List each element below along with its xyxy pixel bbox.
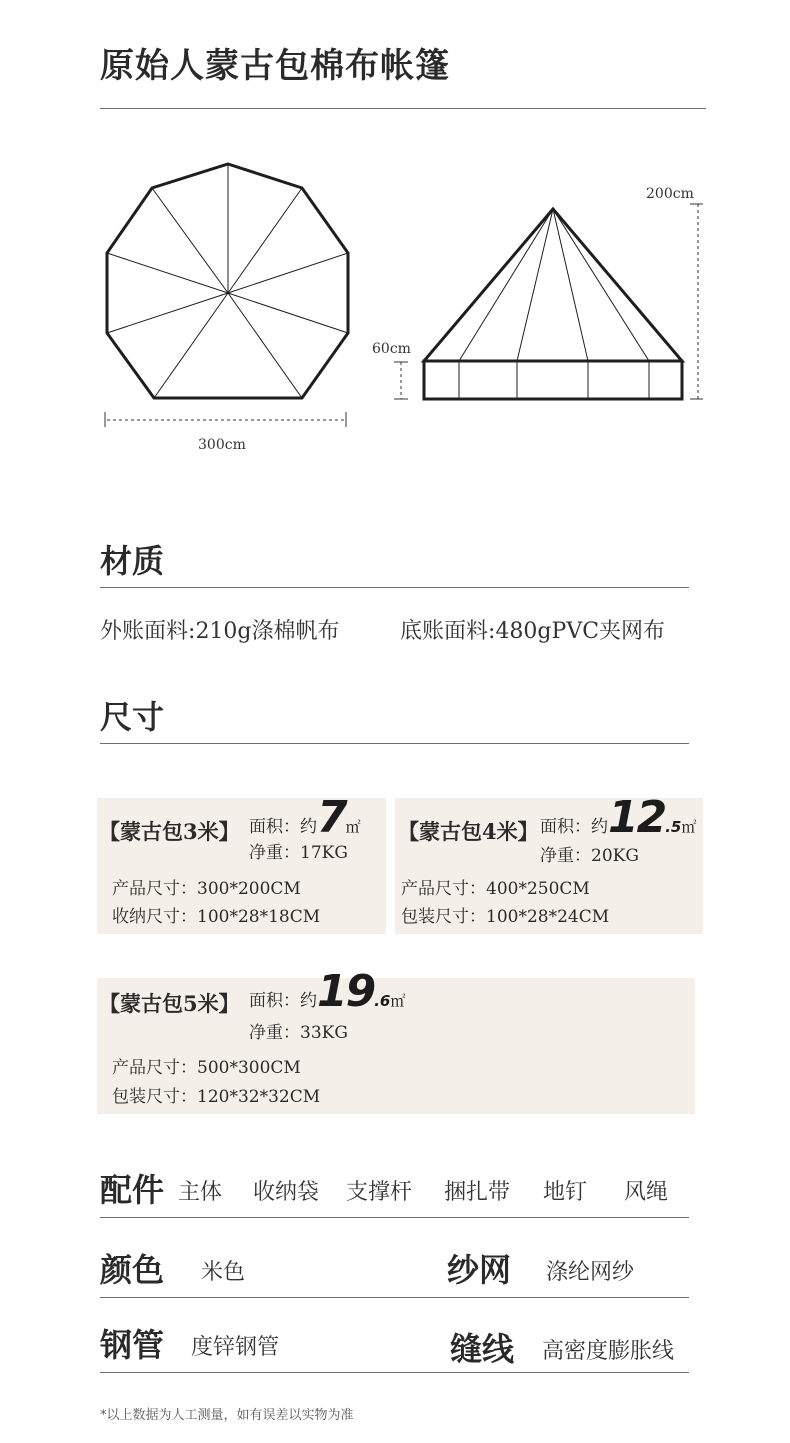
thread-value: 高密度膨胀线 [542,1339,675,1364]
accessories-heading: 配件 [100,1171,165,1209]
accessory-item: 捆扎带 [444,1180,511,1205]
mesh-heading: 纱网 [447,1251,512,1289]
material-heading: 材质 [100,542,165,580]
accessories-divider [100,1217,689,1218]
color-value: 米色 [201,1260,246,1285]
area-unit: ㎡ [345,818,361,836]
area-prefix: 面积：约 [249,817,317,837]
card-weight: 净重：33KG [249,1023,348,1043]
floor-fabric: 底账面料:480gPVC夹网布 [400,619,666,644]
spec-card-5m [97,966,695,1114]
outer-fabric-label: 外账面料 [100,619,189,644]
size-heading: 尺寸 [100,698,165,736]
title-divider [100,108,706,109]
mesh-value: 涤纶网纱 [546,1260,635,1285]
material-divider [100,587,689,588]
floor-fabric-label: 底账面料 [400,619,489,644]
outer-fabric: 外账面料:210g涤棉帆布 [100,619,340,644]
card-product-size: 产品尺寸：400*250CM [401,879,590,899]
card-weight: 净重：20KG [540,846,639,866]
disclaimer-note: *以上数据为人工测量，如有误差以实物为准 [100,1408,354,1423]
pipe-divider [100,1372,689,1373]
size-divider [100,743,689,744]
tent-side-seams [459,209,649,399]
accessory-item: 收纳袋 [253,1180,320,1205]
card-area [249,966,405,1017]
tent-side-view [424,209,682,399]
tent-roof-outline [424,209,682,361]
width-dimension [105,412,346,427]
card-name: 【蒙古包3米】 [99,819,240,844]
area-unit: ㎡ [390,992,406,1010]
height-label: 200cm [646,186,694,202]
outer-fabric-value: 210g涤棉帆布 [195,619,340,644]
pipe-value: 度锌钢管 [191,1335,280,1360]
area-dec: .5 [665,818,682,836]
width-label: 300cm [198,437,246,453]
wall-dimension [394,362,408,399]
card-area [249,792,361,843]
pipe-heading: 钢管 [100,1326,165,1364]
accessory-item: 主体 [178,1180,223,1205]
height-dimension [690,204,703,399]
thread-heading: 缝线 [450,1330,515,1368]
area-int: 19 [317,966,375,1017]
area-int: 12 [608,792,666,843]
spec-card-4m [395,792,703,934]
card-pack-size: 收纳尺寸：100*28*18CM [112,907,321,927]
floor-fabric-value: 480gPVC夹网布 [495,619,666,644]
color-heading: 颜色 [100,1251,165,1289]
tent-top-view [107,164,348,398]
area-prefix: 面积：约 [249,991,317,1011]
card-name: 【蒙古包4米】 [398,819,539,844]
card-pack-size: 包装尺寸：100*28*24CM [401,907,610,927]
area-dec: .6 [374,992,391,1010]
tent-wall-outline [424,361,682,399]
card-area [540,792,696,843]
accessory-item: 地钉 [543,1180,588,1205]
accessory-item: 风绳 [624,1180,669,1205]
page-title: 原始人蒙古包棉布帐篷 [100,46,450,86]
area-int: 7 [317,792,346,843]
area-prefix: 面积：约 [540,817,608,837]
card-name: 【蒙古包5米】 [99,991,240,1016]
card-product-size: 产品尺寸：500*300CM [112,1058,301,1078]
spec-card-3m [97,792,386,934]
card-weight: 净重：17KG [249,843,348,863]
accessory-item: 支撑杆 [346,1180,413,1205]
area-unit: ㎡ [681,818,697,836]
color-divider [100,1297,689,1298]
wall-label: 60cm [372,341,411,357]
card-pack-size: 包装尺寸：120*32*32CM [112,1087,321,1107]
card-product-size: 产品尺寸：300*200CM [112,879,301,899]
